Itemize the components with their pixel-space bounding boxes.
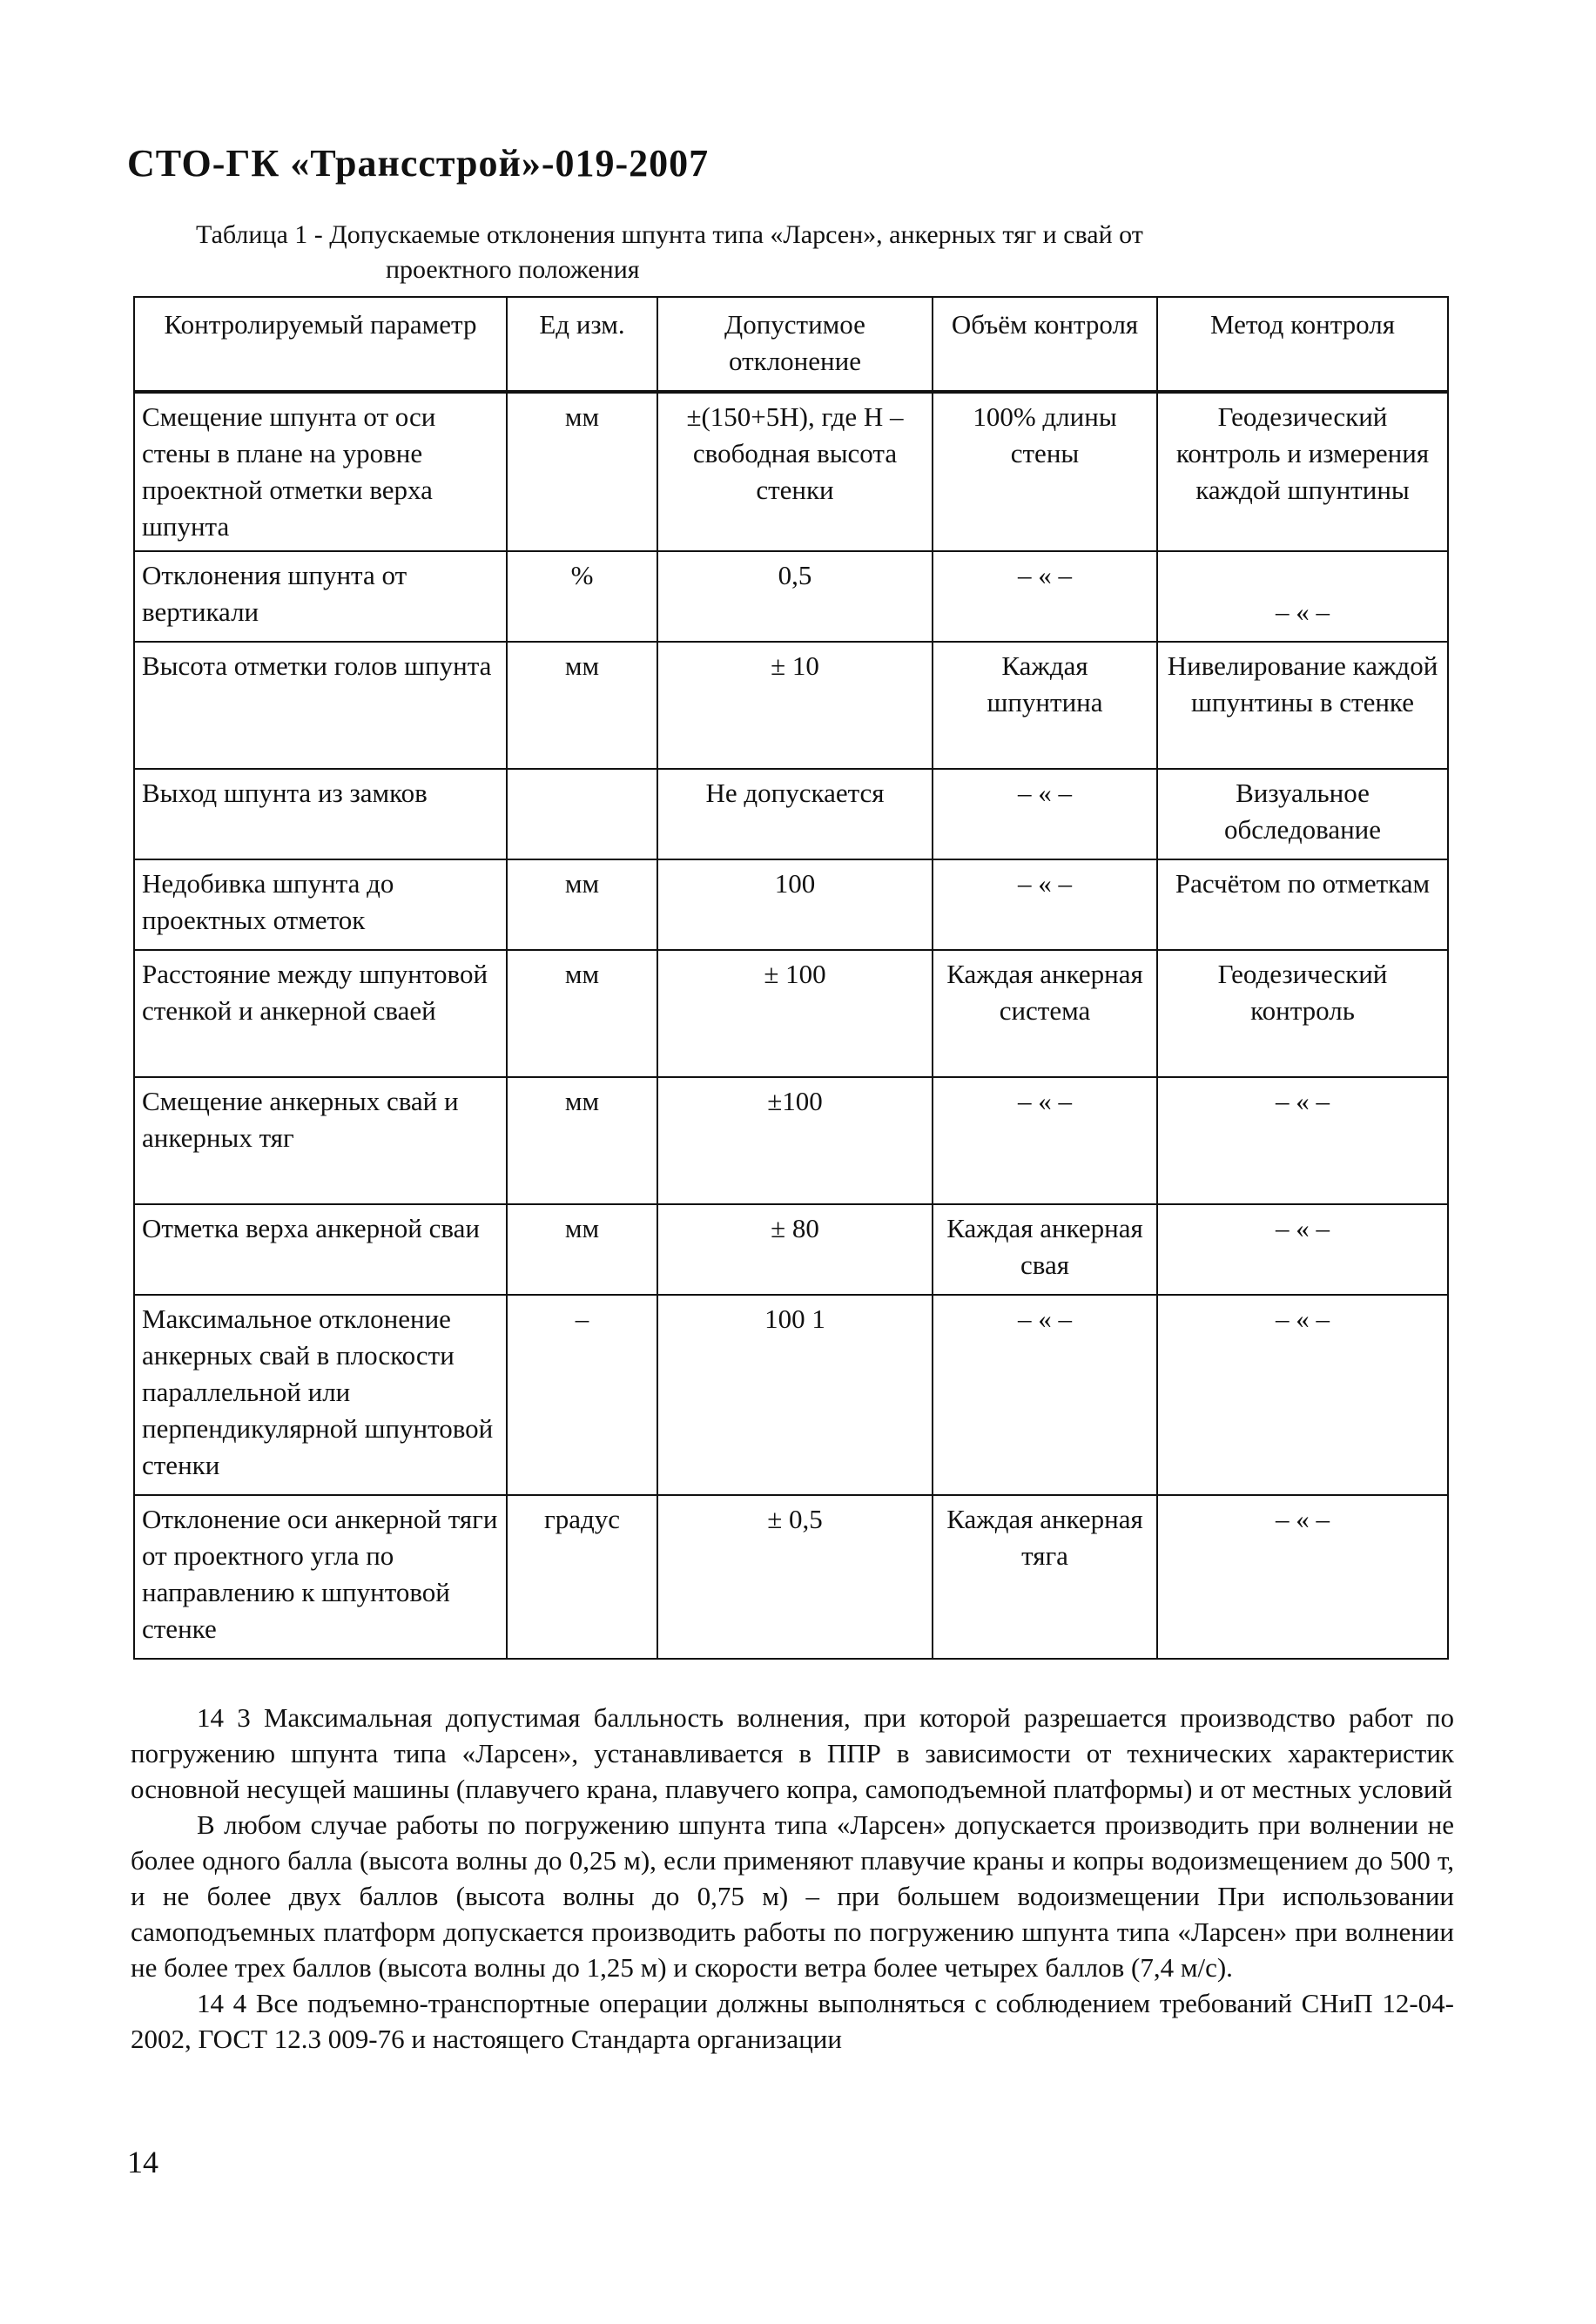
cell-method: Визуальное обследование (1157, 769, 1448, 859)
cell-unit: мм (507, 1077, 657, 1204)
cell-scope: Каждая шпунтина (933, 642, 1157, 769)
table-row (134, 551, 1448, 642)
cell-scope: Каждая анкерная система (933, 950, 1157, 1077)
paragraph-wave-conditions: В любом случае работы по погружению шпунта типа «Ларсен» допускается производить при волнении не более одного балла (высота волны до 0,25 м), если применяют плавучие краны и копры водоизмещением до 500 т, и не более двух баллов (высота волны до 0,75 м) – при большем водоизмещении При использовании самоподъемных платформ допускается производить работы по погружению шпунта типа «Ларсен» при волнении не более трех баллов (высота волны до 1,25 м) и скорости ветра более четырех баллов (7,4 м/с). (131, 1809, 1454, 1983)
cell-parameter: Выход шпунта из замков (134, 769, 507, 859)
cell-parameter: Смещение шпунта от оси стены в плане на уровне проектной отметки верха шпунта (134, 392, 507, 551)
cell-unit: градус (507, 1495, 657, 1659)
cell-parameter: Высота отметки голов шпунта (134, 642, 507, 769)
table-header-row (134, 297, 1448, 392)
cell-scope: Каждая анкерная свая (933, 1204, 1157, 1295)
cell-parameter: Отметка верха анкерной сваи (134, 1204, 507, 1295)
table-row (134, 769, 1448, 859)
cell-method: Расчётом по отметкам (1157, 859, 1448, 950)
cell-scope: Каждая анкерная тяга (933, 1495, 1157, 1659)
cell-method: Геодезический контроль и измерения каждой шпунтины (1157, 392, 1448, 551)
cell-unit: мм (507, 859, 657, 950)
cell-deviation: ± 80 (657, 1204, 933, 1295)
cell-unit: мм (507, 950, 657, 1077)
body-text (131, 1700, 1454, 2057)
header-unit: Ед изм. (507, 297, 657, 392)
table-row (134, 859, 1448, 950)
table-row (134, 1204, 1448, 1295)
cell-deviation: 100 1 (657, 1295, 933, 1495)
cell-scope: – « – (933, 1077, 1157, 1204)
cell-method: – « – (1157, 1295, 1448, 1495)
cell-deviation: 0,5 (657, 551, 933, 642)
cell-unit: – (507, 1295, 657, 1495)
header-method: Метод контроля (1157, 297, 1448, 392)
cell-deviation: ± 100 (657, 950, 933, 1077)
page-number: 14 (127, 2145, 158, 2179)
cell-unit: мм (507, 1204, 657, 1295)
cell-scope: 100% длины стены (933, 392, 1157, 551)
cell-parameter: Отклонение оси анкерной тяги от проектного угла по направлению к шпунтовой стенке (134, 1495, 507, 1659)
cell-deviation: ±100 (657, 1077, 933, 1204)
table-caption (196, 218, 1450, 287)
cell-parameter: Расстояние между шпунтовой стенкой и анкерной сваей (134, 950, 507, 1077)
cell-scope: – « – (933, 859, 1157, 950)
table-caption-line-1: Таблица 1 - Допускаемые отклонения шпунта типа «Ларсен», анкерных тяг и свай от (196, 220, 1143, 249)
cell-parameter: Максимальное отклонение анкерных свай в плоскости параллельной или перпендикулярной шпунтовой стенки (134, 1295, 507, 1495)
cell-parameter: Отклонения шпунта от вертикали (134, 551, 507, 642)
cell-unit: мм (507, 392, 657, 551)
cell-method: – « – (1157, 1495, 1448, 1659)
table-row (134, 950, 1448, 1077)
cell-method: – « – (1157, 1077, 1448, 1204)
cell-method: Геодезический контроль (1157, 950, 1448, 1077)
paragraph-14-4: 14 4 Все подъемно-транспортные операции должны выполняться с соблюдением требований СНиП 12-04-2002, ГОСТ 12.3 009-76 и настоящего Стандарта организации (131, 1988, 1454, 2054)
cell-parameter: Смещение анкерных свай и анкерных тяг (134, 1077, 507, 1204)
cell-deviation: ±(150+5Н), где Н – свободная высота стенки (657, 392, 933, 551)
cell-unit (507, 769, 657, 859)
deviation-table (133, 296, 1449, 1660)
table-row (134, 392, 1448, 551)
cell-unit: % (507, 551, 657, 642)
cell-deviation: Не допускается (657, 769, 933, 859)
header-deviation: Допустимое отклонение (657, 297, 933, 392)
header-scope: Объём контроля (933, 297, 1157, 392)
cell-method (1157, 551, 1448, 642)
cell-scope: – « – (933, 551, 1157, 642)
document-title: СТО-ГК «Трансстрой»-019-2007 (127, 142, 710, 185)
header-parameter: Контролируемый параметр (134, 297, 507, 392)
cell-parameter: Недобивка шпунта до проектных отметок (134, 859, 507, 950)
table-row (134, 1077, 1448, 1204)
cell-unit: мм (507, 642, 657, 769)
paragraph-14-3: 14 3 Максимальная допустимая балльность волнения, при которой разрешается производство работ по погружению шпунта типа «Ларсен», устанавливается в ППР в зависимости от технических характеристик основной несущей машины (плавучего крана, плавучего копра, самоподъемной платформы) и от местных условий (131, 1702, 1454, 1804)
cell-method-text: – « – (1276, 596, 1330, 627)
table-caption-line-2: проектного положения (386, 255, 640, 284)
table-row (134, 1295, 1448, 1495)
table-row (134, 642, 1448, 769)
cell-scope: – « – (933, 1295, 1157, 1495)
cell-deviation: 100 (657, 859, 933, 950)
table-row (134, 1495, 1448, 1659)
cell-deviation: ± 10 (657, 642, 933, 769)
cell-scope: – « – (933, 769, 1157, 859)
cell-method: – « – (1157, 1204, 1448, 1295)
cell-method: Нивелирование каждой шпунтины в стенке (1157, 642, 1448, 769)
cell-deviation: ± 0,5 (657, 1495, 933, 1659)
